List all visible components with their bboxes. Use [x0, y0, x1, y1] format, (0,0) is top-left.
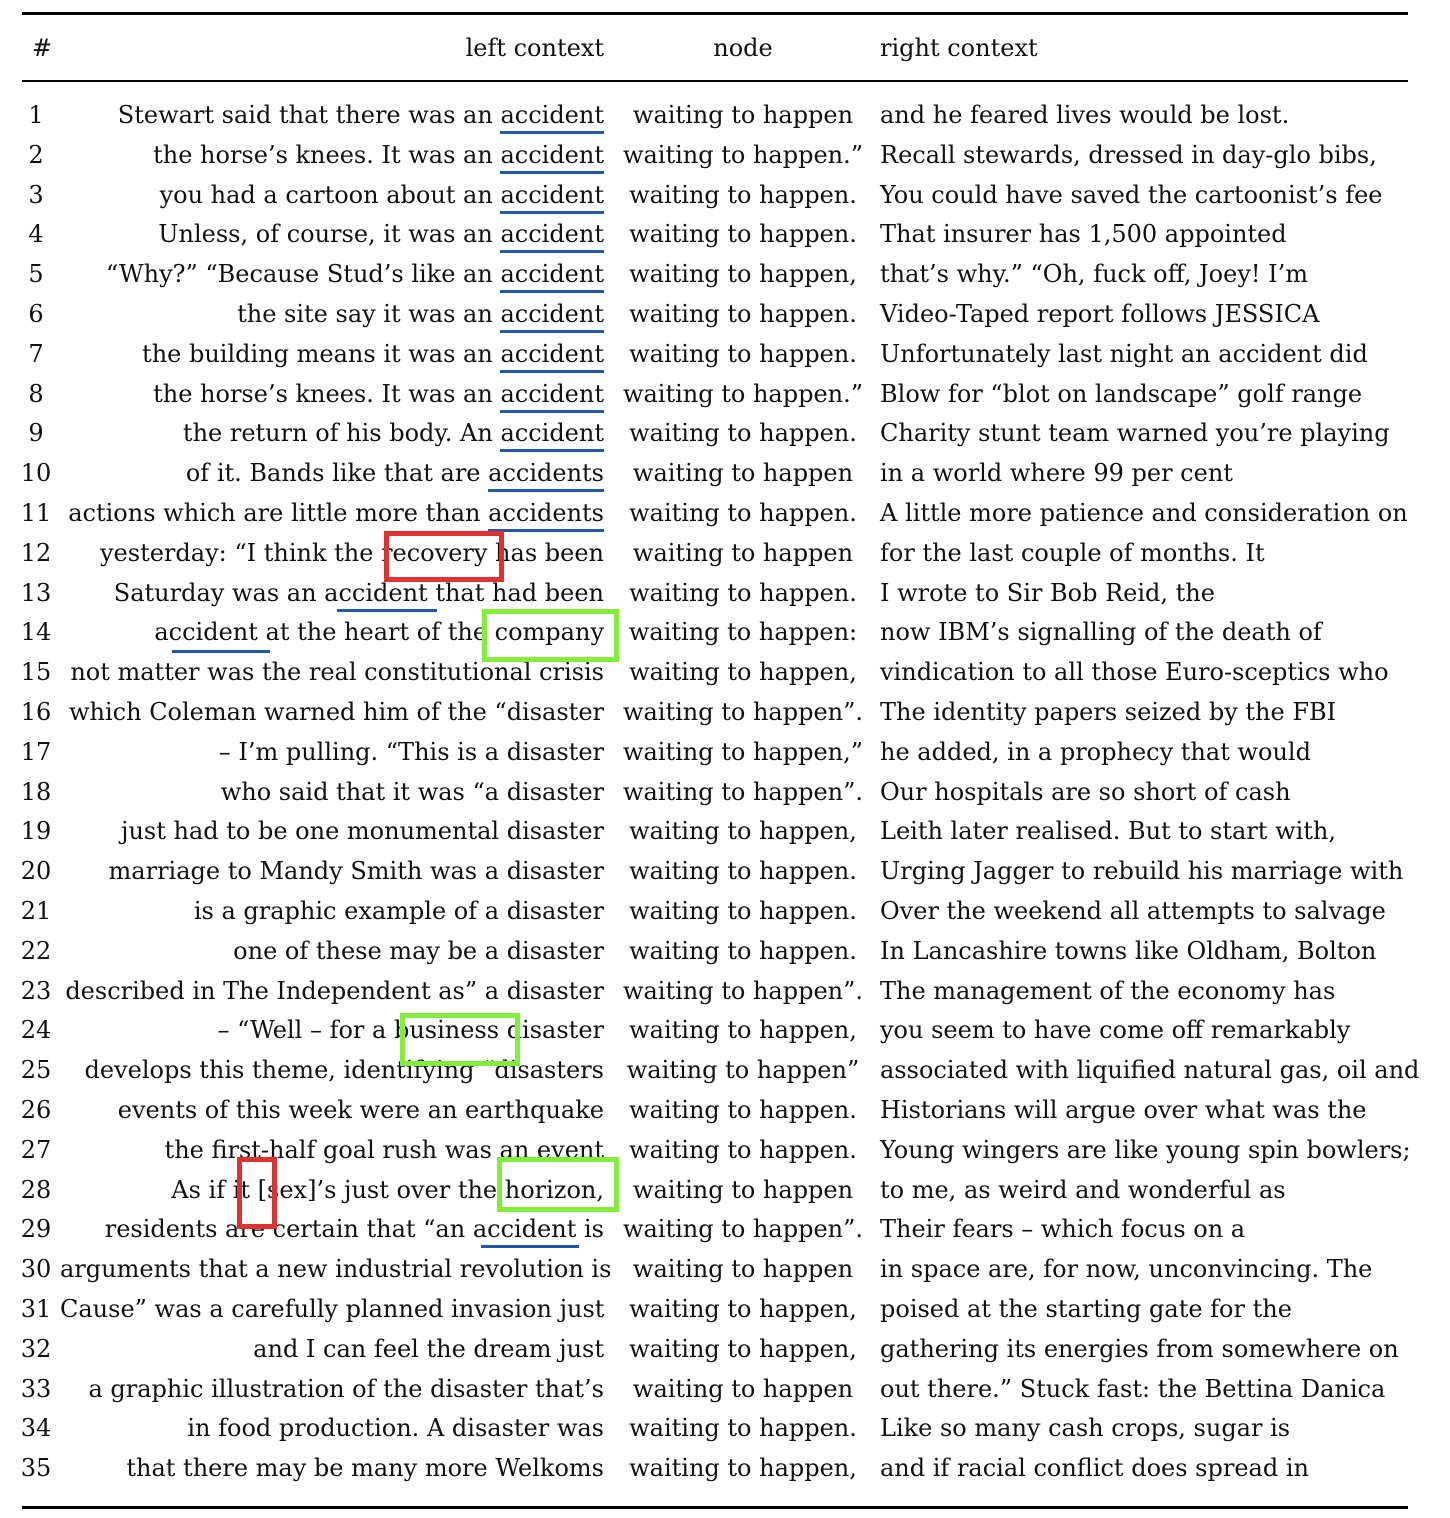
left-context [60, 811, 604, 851]
left-context-text: a graphic illustration of the disaster that’s [88, 1374, 604, 1403]
row-number: 7 [28, 339, 44, 368]
table-row [0, 612, 1450, 652]
node-text: waiting to happen. [629, 299, 857, 328]
left-context-text: – I’m pulling. “This is a disaster [218, 737, 604, 766]
node-text: waiting to happen [632, 1374, 854, 1403]
node-text: waiting to happen, [629, 1294, 857, 1323]
row-number: 14 [20, 618, 52, 647]
node-text: waiting to happen [632, 1255, 854, 1284]
highlighted-term: accident [324, 578, 428, 607]
row-number: 32 [20, 1334, 52, 1363]
right-context: In Lancashire towns like Oldham, Bolton [880, 936, 1377, 965]
row-number: 16 [20, 697, 52, 726]
table-row [0, 732, 1450, 772]
left-context [60, 931, 604, 971]
left-context [60, 294, 604, 334]
left-context-text: of it. Bands like that are [185, 459, 489, 488]
node-text: waiting to happen. [629, 936, 857, 965]
row-number: 26 [20, 1095, 52, 1124]
right-context: gathering its energies from somewhere on [880, 1334, 1399, 1363]
row-number: 4 [28, 220, 44, 249]
node-text: waiting to happen.” [622, 140, 864, 169]
right-context: I wrote to Sir Bob Reid, the [880, 578, 1215, 607]
right-context: Young wingers are like young spin bowlers; [880, 1135, 1411, 1164]
header-right-context: right context [880, 34, 1038, 62]
left-context [60, 891, 604, 931]
node-text: waiting to happen, [629, 817, 857, 846]
left-context-text: Stewart said that there was an [117, 101, 501, 129]
left-context [60, 1090, 604, 1130]
right-context: Charity stunt team warned you’re playing [880, 419, 1390, 448]
table-row [0, 652, 1450, 692]
left-context-text: marriage to Mandy Smith was a disaster [108, 857, 604, 886]
node-text: waiting to happen. [629, 419, 857, 448]
highlighted-term: accident [500, 300, 604, 333]
left-context-text: the site say it was an [237, 299, 501, 328]
left-context [60, 971, 604, 1011]
left-context-text: the horse’s knees. It was an [153, 140, 501, 169]
left-context [60, 573, 604, 613]
table-row [0, 254, 1450, 294]
table-row [0, 175, 1450, 215]
node-text: waiting to happen. [629, 1135, 857, 1164]
table-row [0, 214, 1450, 254]
table-row [0, 493, 1450, 533]
left-context [60, 334, 604, 374]
underline-accident-row-29 [481, 1245, 579, 1248]
table-row [0, 1050, 1450, 1090]
right-context: Our hospitals are so short of cash [880, 777, 1291, 806]
left-context-text: Unless, of course, it was an [158, 220, 501, 249]
node-text: waiting to happen. [629, 498, 857, 527]
left-context-text: who said that it was “a disaster [220, 777, 604, 806]
table-row [0, 453, 1450, 493]
node-text: waiting to happen [632, 101, 854, 129]
left-context [60, 772, 604, 812]
left-context-text: just had to be one monumental disaster [121, 817, 604, 846]
left-context-text: is [576, 1215, 604, 1244]
table-row [0, 1289, 1450, 1329]
table-row [0, 1010, 1450, 1050]
left-context-text: that there may be many more Welkoms [126, 1454, 604, 1483]
node-text: waiting to happen, [629, 1454, 857, 1483]
row-number: 23 [20, 976, 52, 1005]
left-context [60, 135, 604, 175]
left-context [60, 95, 604, 135]
green-annotation-box-company [482, 609, 619, 662]
table-row [0, 1209, 1450, 1249]
left-context [60, 254, 604, 294]
row-number: 30 [20, 1255, 52, 1284]
concordance-table-body [0, 95, 1450, 1488]
node-text: waiting to happen, [629, 260, 857, 289]
right-context: now IBM’s signalling of the death of [880, 618, 1322, 647]
right-context: and he feared lives would be lost. [880, 101, 1290, 129]
table-row [0, 811, 1450, 851]
table-header-rule [22, 80, 1408, 82]
row-number: 21 [20, 896, 52, 925]
right-context: Their fears – which focus on a [880, 1215, 1246, 1244]
row-number: 28 [20, 1175, 52, 1204]
highlighted-term: accident [500, 419, 604, 452]
highlighted-term: accident [500, 181, 604, 214]
left-context-text: one of these may be a disaster [233, 936, 604, 965]
row-number: 25 [20, 1056, 52, 1085]
left-context [60, 175, 604, 215]
right-context: Blow for “blot on landscape” golf range [880, 379, 1363, 408]
highlighted-term: accident [154, 618, 258, 647]
green-annotation-box-horizon [497, 1157, 619, 1212]
row-number: 3 [28, 180, 44, 209]
node-text: waiting to happen [632, 538, 854, 567]
left-context [60, 533, 604, 573]
left-context [60, 692, 604, 732]
node-text: waiting to happen: [628, 618, 858, 647]
row-number: 27 [20, 1135, 52, 1164]
left-context [60, 732, 604, 772]
node-text: waiting to happen, [629, 658, 857, 687]
left-context-text: is a graphic example of a disaster [193, 896, 604, 925]
row-number: 33 [20, 1374, 52, 1403]
right-context: Video-Taped report follows JESSICA [880, 299, 1320, 328]
right-context: The management of the economy has [880, 976, 1336, 1005]
right-context: Unfortunately last night an accident did [880, 339, 1368, 368]
red-annotation-box-it [237, 1157, 277, 1229]
node-text: waiting to happen” [626, 1056, 860, 1085]
left-context [60, 1408, 604, 1448]
row-number: 22 [20, 936, 52, 965]
right-context: Like so many cash crops, sugar is [880, 1414, 1291, 1443]
node-text: waiting to happen. [629, 896, 857, 925]
right-context: that’s why.” “Oh, fuck off, Joey! I’m [880, 260, 1309, 289]
row-number: 8 [28, 379, 44, 408]
node-text: waiting to happen.” [622, 379, 864, 408]
table-row [0, 891, 1450, 931]
right-context: Historians will argue over what was the [880, 1095, 1367, 1124]
highlighted-term: accidents [488, 459, 604, 492]
highlighted-term: accident [500, 101, 604, 134]
table-top-rule [22, 12, 1408, 15]
row-number: 34 [20, 1414, 52, 1443]
row-number: 6 [28, 299, 44, 328]
left-context [60, 214, 604, 254]
table-row [0, 413, 1450, 453]
left-context [60, 1289, 604, 1329]
left-context [60, 493, 604, 533]
highlighted-term: accident [500, 260, 604, 293]
row-number: 1 [28, 101, 44, 129]
right-context: poised at the starting gate for the [880, 1294, 1292, 1323]
right-context: Recall stewards, dressed in day-glo bibs, [880, 140, 1377, 169]
left-context [60, 453, 604, 493]
row-number: 15 [20, 658, 52, 687]
highlighted-term: accident [500, 220, 604, 253]
left-context-text: yesterday: “I think the recovery has been [100, 538, 604, 567]
node-text: waiting to happen. [629, 339, 857, 368]
node-text: waiting to happen”. [622, 976, 864, 1005]
right-context: for the last couple of months. It [880, 538, 1265, 567]
table-row [0, 1408, 1450, 1448]
highlighted-term: accident [500, 340, 604, 373]
table-row [0, 294, 1450, 334]
node-text: waiting to happen, [629, 1016, 857, 1045]
left-context-text: you had a cartoon about an [159, 180, 501, 209]
node-text: waiting to happen. [629, 578, 857, 607]
left-context-text: As if it [sex]’s just over the horizon, [171, 1175, 604, 1204]
right-context: Leith later realised. But to start with, [880, 817, 1337, 846]
highlighted-term: accident [472, 1215, 577, 1244]
left-context [60, 1010, 604, 1050]
underline-accident-row-14 [172, 650, 270, 653]
node-text: waiting to happen [632, 459, 854, 488]
left-context-text: that had been [427, 578, 604, 607]
left-context-text: actions which are little more than [68, 498, 489, 527]
table-row [0, 95, 1450, 135]
left-context-text: “Why?” “Because Stud’s like an [106, 260, 501, 289]
right-context: Over the weekend all attempts to salvage [880, 896, 1386, 925]
right-context: to me, as weird and wonderful as [880, 1175, 1286, 1204]
row-number: 9 [28, 419, 44, 448]
row-number: 12 [20, 538, 52, 567]
right-context: out there.” Stuck fast: the Bettina Danica [880, 1374, 1386, 1403]
right-context: The identity papers seized by the FBI [880, 697, 1337, 726]
table-row [0, 772, 1450, 812]
left-context-text: described in The Independent as” a disaster [65, 976, 604, 1005]
left-context [60, 1050, 604, 1090]
node-text: waiting to happen, [629, 1334, 857, 1363]
left-context-text: which Coleman warned him of the “disaster [68, 697, 604, 726]
underline-accident-row-13 [337, 609, 437, 612]
row-number: 17 [20, 737, 52, 766]
table-row [0, 692, 1450, 732]
table-row [0, 851, 1450, 891]
row-number: 29 [20, 1215, 52, 1244]
right-context: in space are, for now, unconvincing. The [880, 1255, 1373, 1284]
highlighted-term: accident [500, 380, 604, 413]
right-context: You could have saved the cartoonist’s fee [880, 180, 1383, 209]
green-annotation-box-business [400, 1013, 520, 1066]
row-number: 11 [20, 498, 52, 527]
row-number: 13 [20, 578, 52, 607]
right-context: you seem to have come off remarkably [880, 1016, 1351, 1045]
right-context: he added, in a prophecy that would [880, 737, 1311, 766]
highlighted-term: accident [500, 141, 604, 174]
table-row [0, 1130, 1450, 1170]
right-context: in a world where 99 per cent [880, 459, 1233, 488]
table-row [0, 573, 1450, 613]
left-context-text: Cause” was a carefully planned invasion just [60, 1294, 605, 1323]
left-context [60, 1249, 612, 1289]
node-text: waiting to happen. [629, 180, 857, 209]
left-context [60, 1369, 604, 1409]
node-text: waiting to happen”. [622, 697, 864, 726]
row-number: 2 [28, 140, 44, 169]
right-context: A little more patience and consideration on [880, 498, 1408, 527]
table-row [0, 1448, 1450, 1488]
row-number: 20 [20, 857, 52, 886]
left-context [60, 413, 604, 453]
left-context-text: – “Well – for a business disaster [217, 1016, 604, 1045]
left-context-text: events of this week were an earthquake [117, 1095, 604, 1124]
node-text: waiting to happen. [629, 857, 857, 886]
right-context: That insurer has 1,500 appointed [880, 220, 1287, 249]
red-annotation-box-recovery [384, 531, 504, 582]
table-bottom-rule [22, 1506, 1408, 1509]
node-text: waiting to happen. [629, 1095, 857, 1124]
left-context-text: in food production. A disaster was [187, 1414, 604, 1443]
left-context-text: the horse’s knees. It was an [153, 379, 501, 408]
row-number: 31 [20, 1294, 52, 1323]
left-context-text: not matter was the real constitutional crisis [70, 658, 604, 687]
row-number: 10 [20, 459, 52, 488]
left-context-text: and I can feel the dream just [253, 1334, 604, 1363]
left-context-text: the building means it was an [142, 339, 501, 368]
left-context-text: the first-half goal rush was an event [164, 1135, 604, 1164]
left-context [60, 1209, 604, 1249]
table-row [0, 533, 1450, 573]
table-row [0, 931, 1450, 971]
left-context [60, 374, 604, 414]
table-row [0, 1090, 1450, 1130]
row-number: 18 [20, 777, 52, 806]
row-number: 19 [20, 817, 52, 846]
left-context-text: at the heart of the company [257, 618, 604, 647]
left-context-text: develops this theme, identifying “disasters [84, 1056, 604, 1085]
table-row [0, 334, 1450, 374]
table-row [0, 1170, 1450, 1210]
table-row [0, 374, 1450, 414]
node-text: waiting to happen,” [622, 737, 864, 766]
right-context: vindication to all those Euro-sceptics who [880, 658, 1389, 687]
row-number: 24 [20, 1016, 52, 1045]
table-row [0, 1329, 1450, 1369]
right-context: Urging Jagger to rebuild his marriage with [880, 857, 1404, 886]
left-context-text: arguments that a new industrial revolution is [60, 1255, 612, 1284]
right-context: and if racial conflict does spread in [880, 1454, 1309, 1483]
left-context-text: the return of his body. An [182, 419, 501, 448]
table-row [0, 135, 1450, 175]
header-number: # [31, 34, 53, 62]
node-text: waiting to happen [632, 1175, 854, 1204]
row-number: 5 [28, 260, 44, 289]
node-text: waiting to happen”. [622, 777, 864, 806]
table-row [0, 1369, 1450, 1409]
node-text: waiting to happen. [629, 1414, 857, 1443]
table-row [0, 971, 1450, 1011]
node-text: waiting to happen”. [622, 1215, 864, 1244]
left-context [60, 1448, 604, 1488]
left-context-text: residents are certain that “an [104, 1215, 473, 1244]
left-context-text: Saturday was an [113, 578, 325, 607]
highlighted-term: accidents [488, 499, 604, 532]
header-left-context: left context [465, 34, 604, 62]
node-text: waiting to happen. [629, 220, 857, 249]
table-row [0, 1249, 1450, 1289]
left-context [60, 851, 604, 891]
left-context [60, 1329, 604, 1369]
header-node: node [713, 34, 773, 62]
right-context: associated with liquified natural gas, oil and [880, 1056, 1420, 1085]
row-number: 35 [20, 1454, 52, 1483]
